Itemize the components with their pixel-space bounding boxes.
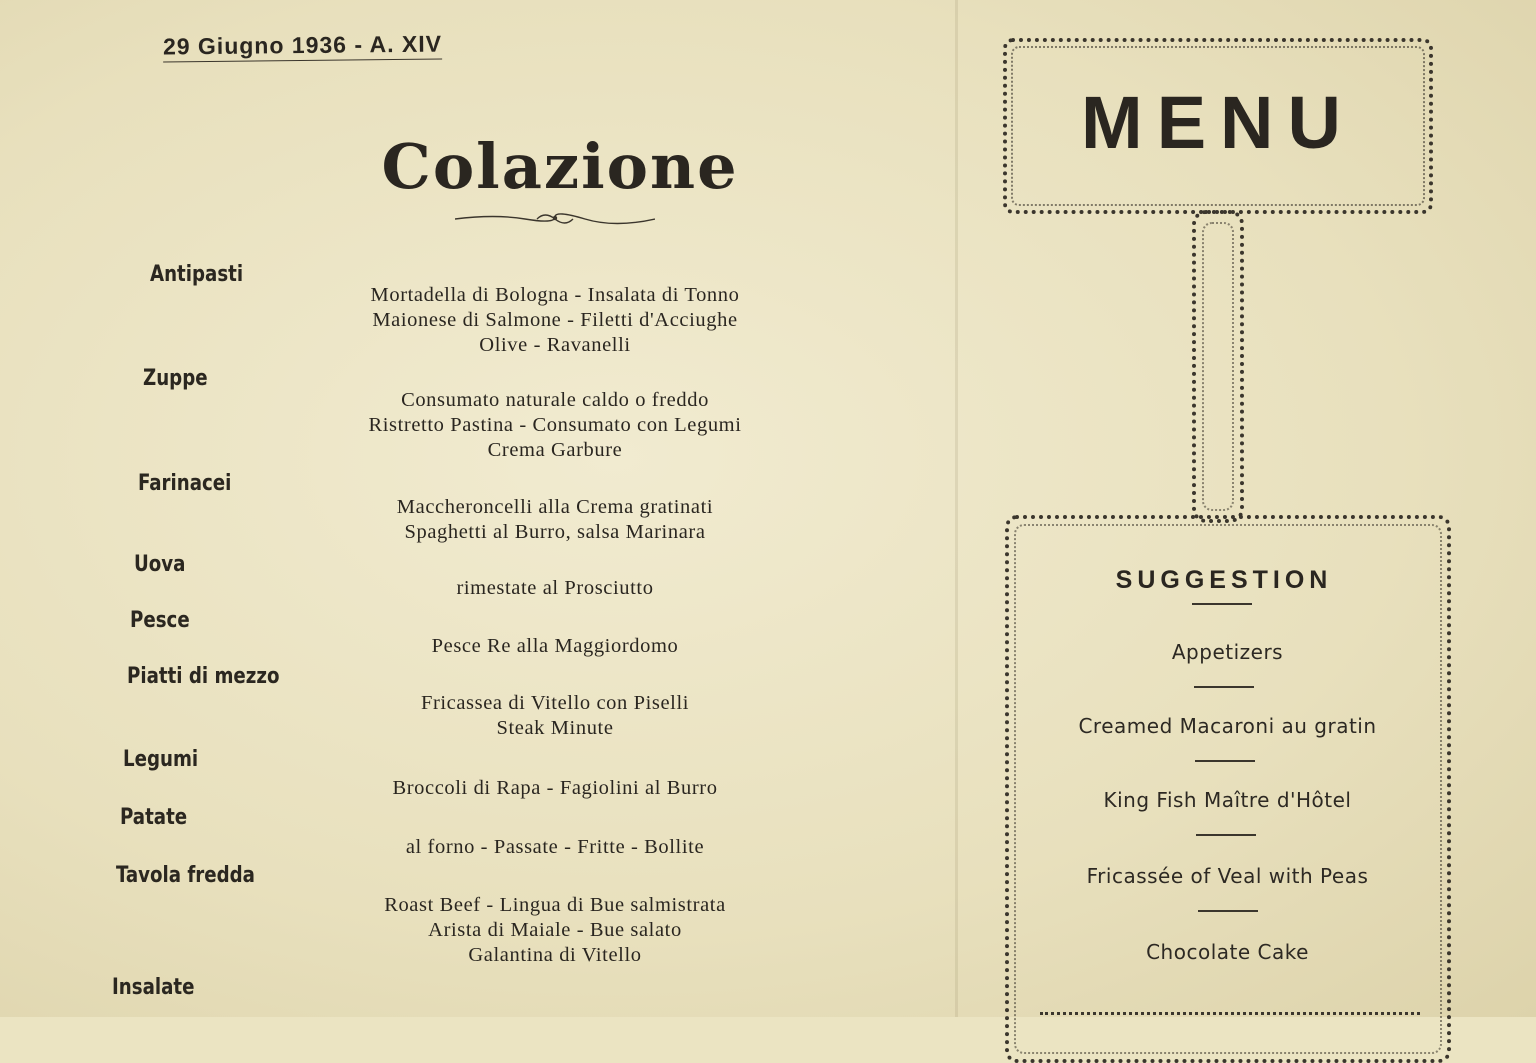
course-category: Antipasti [150, 262, 244, 287]
suggestion-item: Fricassée of Veal with Peas [1086, 864, 1369, 888]
suggestion-item: King Fish Maître d'Hôtel [1103, 788, 1352, 812]
course-dishes [330, 776, 780, 801]
course-category: Tavola fredda [116, 863, 255, 888]
suggestion-bottom-border [1040, 1012, 1420, 1018]
course-category: Patate [120, 805, 188, 830]
paper-fold [955, 0, 958, 1017]
course-dishes [330, 691, 780, 741]
course-dishes [330, 835, 780, 860]
dish-line: Consumato naturale caldo o freddo [401, 389, 709, 411]
suggestion-item: Chocolate Cake [1146, 940, 1309, 964]
dish-line: Arista di Maiale - Bue salato [428, 919, 682, 941]
course-dishes [330, 388, 780, 463]
suggestion-divider [1196, 834, 1256, 836]
suggestion-divider [1194, 686, 1254, 688]
course-category: Farinacei [138, 471, 232, 496]
dish-line: Ristretto Pastina - Consumato con Legumi [368, 414, 742, 436]
course-dishes [330, 893, 780, 968]
dish-line: rimestate al Prosciutto [456, 577, 654, 599]
dish-line: Galantina di Vitello [468, 944, 642, 966]
suggestion-divider [1198, 910, 1258, 912]
menu-date: 29 Giugno 1936 - A. XIV [163, 31, 442, 63]
course-category: Pesce [130, 608, 190, 633]
dish-line: Fricassea di Vitello con Piselli [420, 692, 690, 714]
course-category: Legumi [123, 747, 199, 772]
menu-sign-post [1192, 210, 1244, 523]
dish-line: Mortadella di Bologna - Insalata di Tonno [370, 284, 740, 306]
course-category: Piatti di mezzo [127, 664, 280, 689]
dish-line: Crema Garbure [487, 439, 623, 461]
dish-line: Olive - Ravanelli [479, 334, 631, 356]
menu-sign-label: MENU [1081, 81, 1355, 164]
course-dishes [330, 634, 780, 659]
course-dishes [330, 283, 780, 358]
course-category: Insalate [112, 975, 195, 1000]
title-flourish-ornament [455, 208, 655, 230]
suggestion-divider [1195, 760, 1255, 762]
dish-line: Maccheroncelli alla Crema gratinati [396, 496, 714, 518]
dish-line: Maionese di Salmone - Filetti d'Acciughe [372, 309, 738, 331]
dish-line: Spaghetti al Burro, salsa Marinara [404, 521, 706, 543]
dish-line: Broccoli di Rapa - Fagiolini al Burro [392, 777, 718, 799]
dish-line: al forno - Passate - Fritte - Bollite [405, 836, 705, 858]
menu-title: Colazione [381, 130, 739, 203]
course-category: Uova [134, 552, 186, 577]
course-dishes [330, 495, 780, 545]
dish-line: Steak Minute [496, 717, 614, 739]
suggestion-item: Creamed Macaroni au gratin [1078, 714, 1377, 738]
suggestion-title-rule [1192, 603, 1252, 605]
dish-line: Roast Beef - Lingua di Bue salmistrata [384, 894, 726, 916]
suggestion-item: Appetizers [1171, 640, 1284, 664]
course-category: Zuppe [143, 366, 208, 391]
course-dishes [330, 576, 780, 601]
dish-line: Pesce Re alla Maggiordomo [431, 635, 679, 657]
suggestion-title: SUGGESTION [1115, 566, 1333, 594]
